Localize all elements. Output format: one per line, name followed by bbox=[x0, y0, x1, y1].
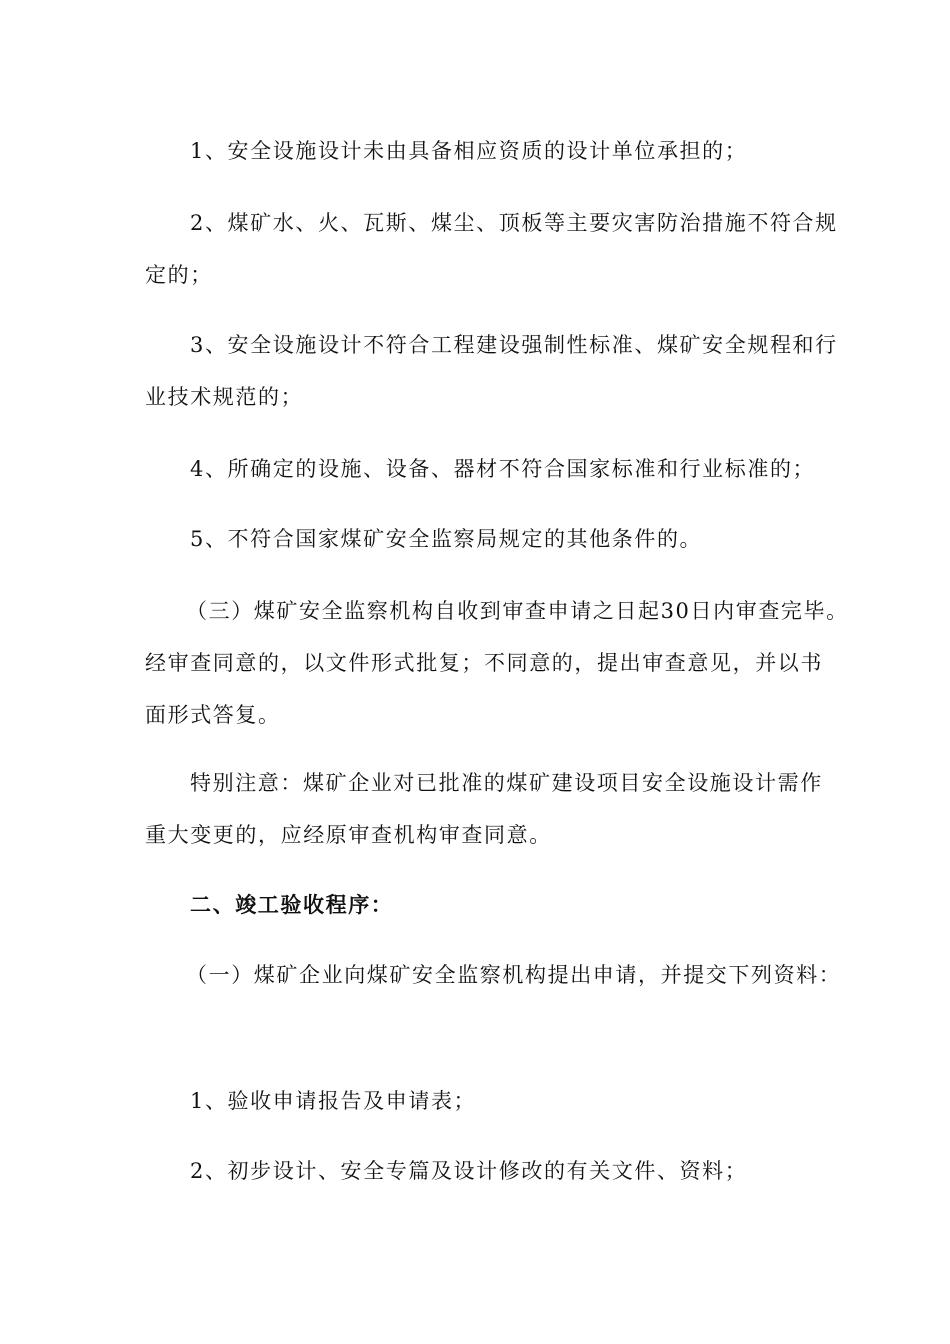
list-item-3-line-2: 业技术规范的； bbox=[145, 385, 304, 409]
section-3-line-2: 经审查同意的，以文件形式批复；不同意的，提出审查意见，并以书 bbox=[145, 651, 823, 675]
special-note-line-1: 特别注意：煤矿企业对已批准的煤矿建设项目安全设施设计需作 bbox=[190, 771, 823, 795]
list-item-1: 1、安全设施设计未由具备相应资质的设计单位承担的； bbox=[190, 139, 748, 163]
list-item-2-line-1: 2、煤矿水、火、瓦斯、煤尘、顶板等主要灾害防治措施不符合规 bbox=[190, 211, 838, 235]
list-item-2-line-2: 定的； bbox=[145, 263, 213, 287]
list-item-5: 5、不符合国家煤矿安全监察局规定的其他条件的。 bbox=[190, 527, 703, 551]
section-3-line-3: 面形式答复。 bbox=[145, 703, 281, 727]
acceptance-item-2: 2、初步设计、安全专篇及设计修改的有关文件、资料； bbox=[190, 1159, 748, 1183]
list-item-4: 4、所确定的设施、设备、器材不符合国家标准和行业标准的； bbox=[190, 457, 816, 481]
section-heading-acceptance: 二、竣工验收程序： bbox=[190, 892, 394, 917]
acceptance-item-1: 1、验收申请报告及申请表； bbox=[190, 1089, 477, 1113]
section-3-line-1: （三）煤矿安全监察机构自收到审查申请之日起30日内审查完毕。 bbox=[186, 599, 849, 623]
subsection-one-line-1: （一）煤矿企业向煤矿安全监察机构提出申请，并提交下列资料： bbox=[186, 963, 842, 987]
list-item-3-line-1: 3、安全设施设计不符合工程建设强制性标准、煤矿安全规程和行 bbox=[190, 333, 838, 357]
special-note-line-2: 重大变更的，应经原审查机构审查同意。 bbox=[145, 823, 552, 847]
